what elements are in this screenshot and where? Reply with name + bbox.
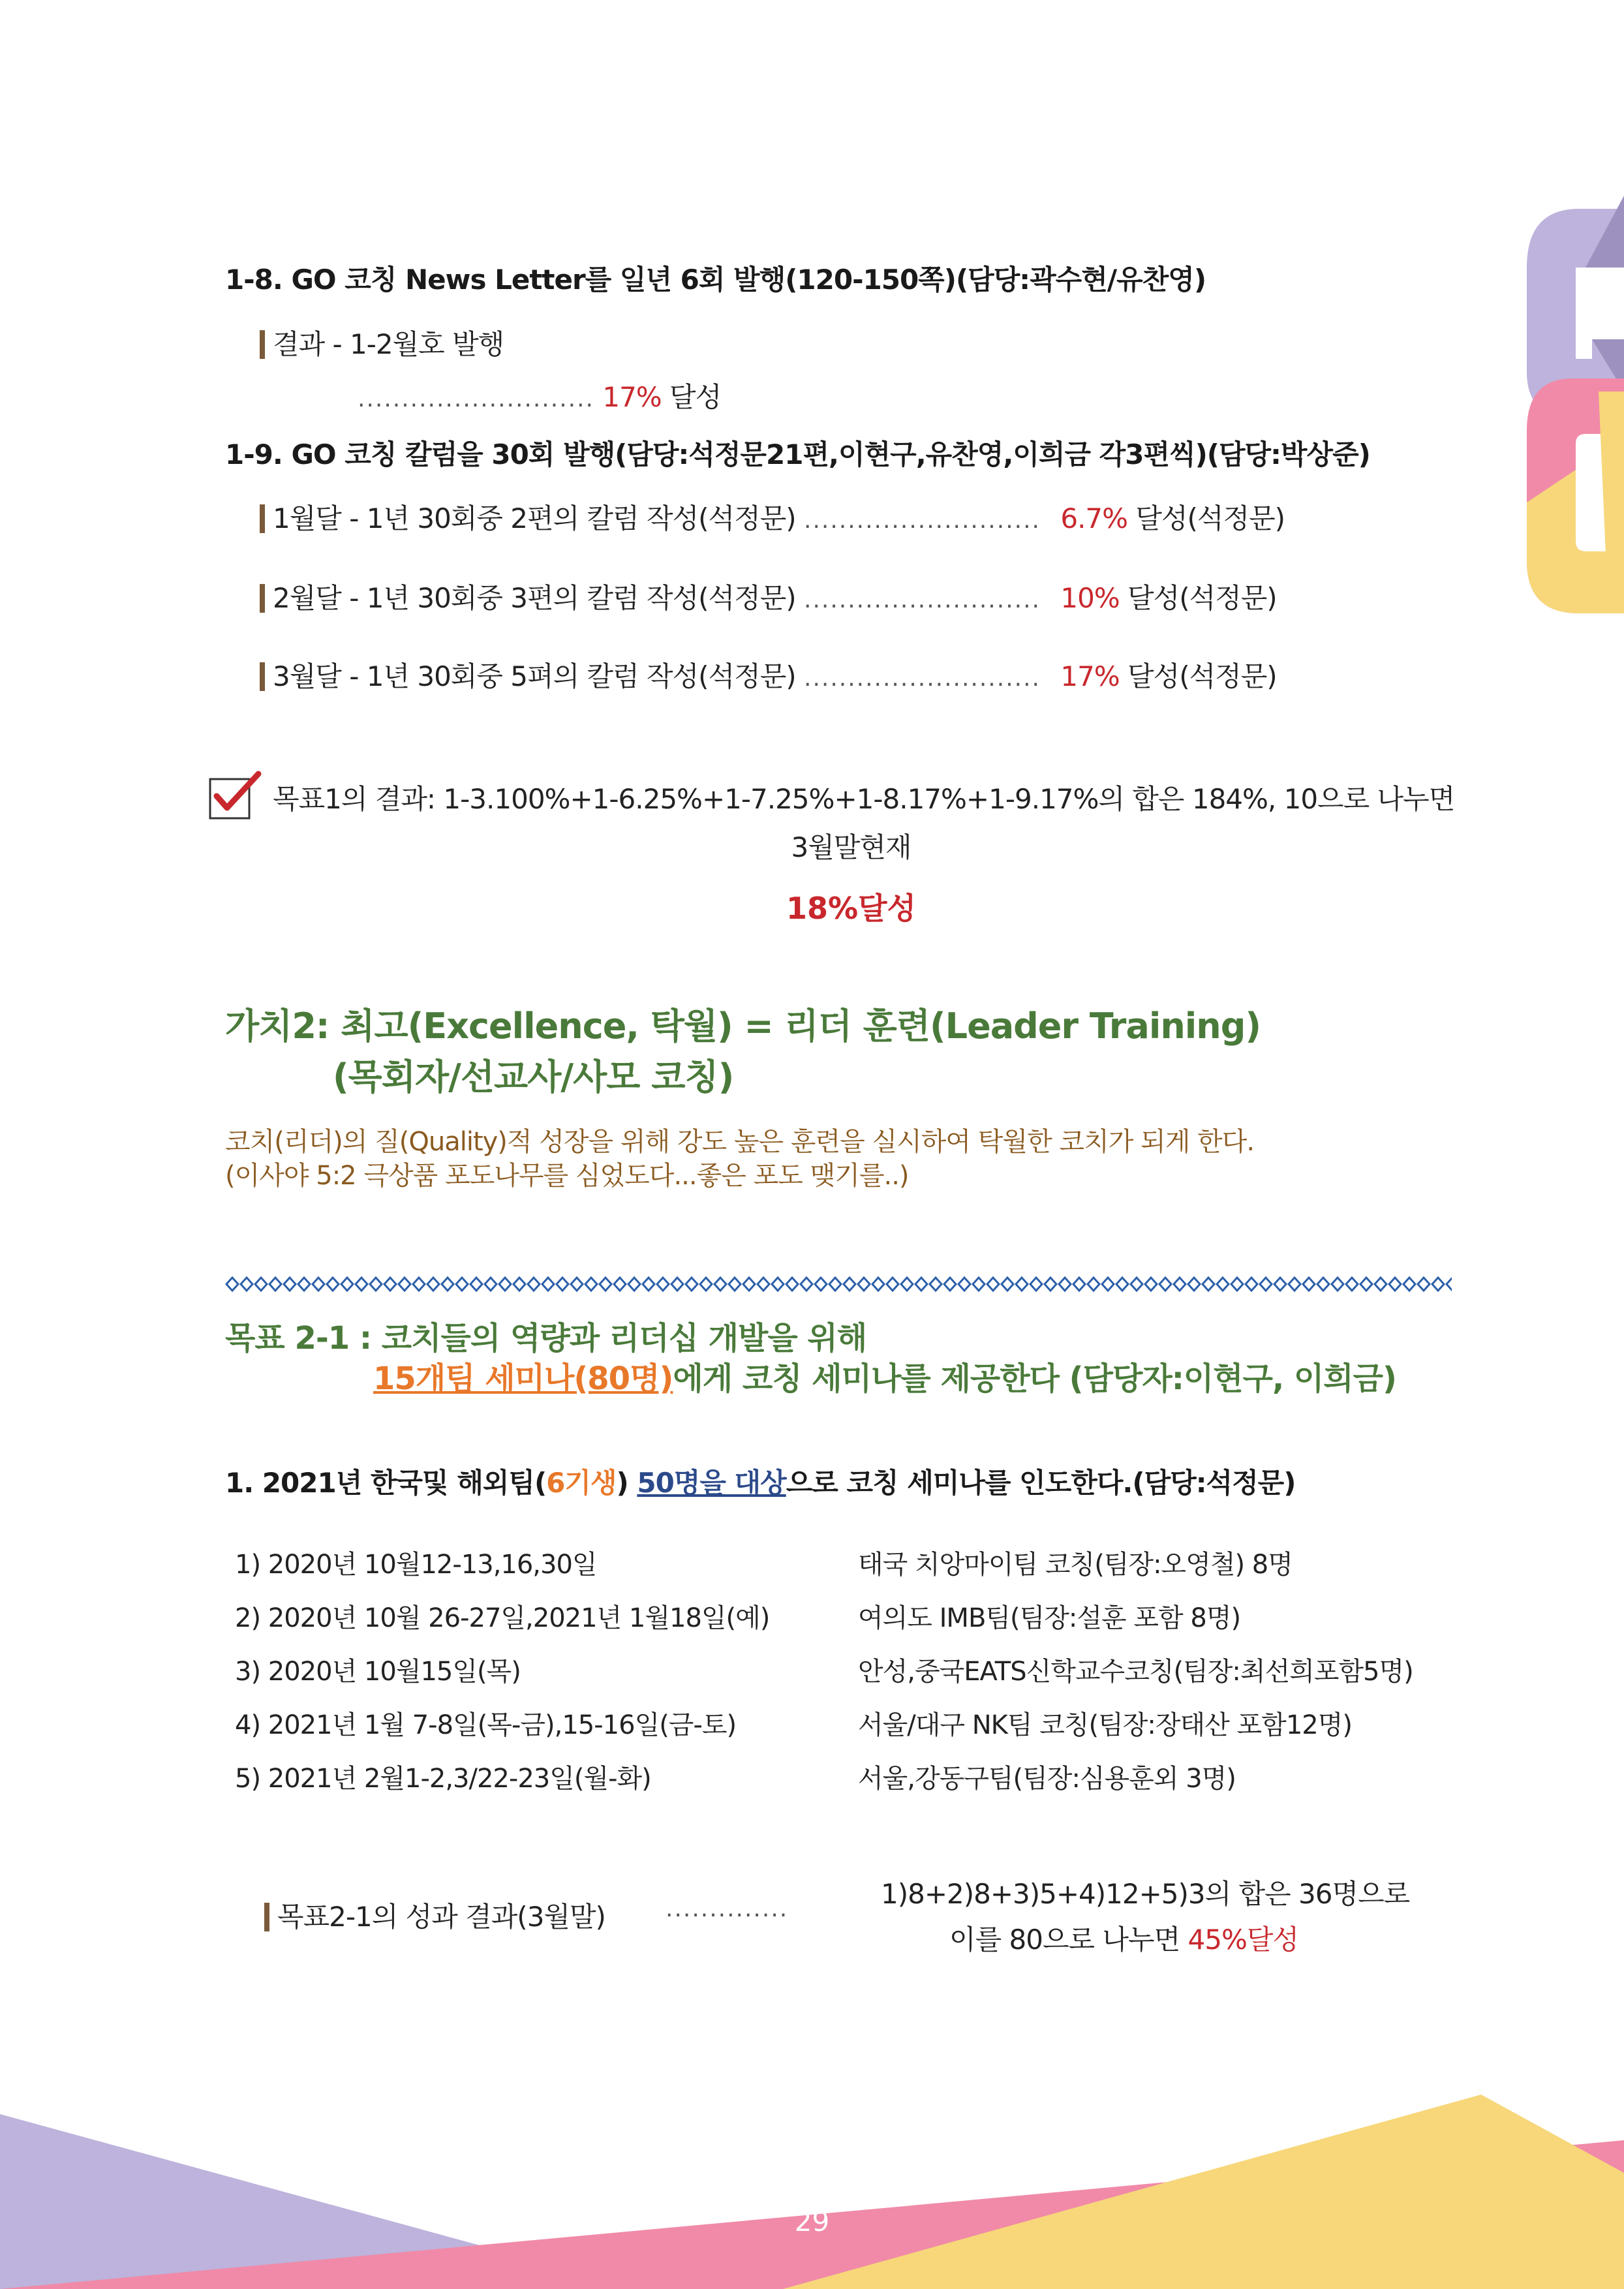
page-number: 29 [794,2205,830,2237]
schedule-date: 2) 2020년 10월 26-27일,2021년 1월18일(예) [235,1603,770,1633]
goal-1-result-text: 목표1의 결과: 1-3.100%+1-6.25%+1-7.25%+1-8.17%+1-9.17%의 합은 184%, 10으로 나누면 [273,783,1455,815]
schedule-team: 서울/대구 NK팀 코칭(팀장:장태산 포함12명) [858,1710,1352,1740]
seminar-heading: 1. 2021년 한국및 해외팀(6기생) 50명을 대상으로 코칭 세미나를 인도한다.(담당:석정문) [225,1467,1296,1499]
section-1-8-result: 결과 - 1-2월호 발행 [260,323,504,362]
column-row-1: 1월달 - 1년 30회중 2편의 칼럼 작성(석정문) [260,497,796,536]
bullet-bar [260,330,265,359]
section-1-8-achievement: ........................... 17% 달성 [358,381,722,413]
go-logo [1501,196,1624,613]
bullet-bar [264,1903,269,1931]
schedule-team: 안성,중국EATS신학교수코칭(팀장:최선희포함5명) [858,1657,1413,1687]
schedule-date: 5) 2021년 2월1-2,3/22-23일(월-화) [235,1764,651,1794]
column-row-3: 3월달 - 1년 30회중 5펴의 칼럼 작성(석정문) [260,655,796,694]
bullet-bar [260,504,265,533]
section-1-9-heading: 1-9. GO 코칭 칼럼을 30회 발행(담당:석정문21편,이현구,유찬영,이희금 각3편씩)(담당:박상준) [225,438,1370,470]
value-2-subtitle: (목회자/선교사/사모 코칭) [333,1056,734,1098]
schedule-team: 서울,강동구팀(팀장:심용훈외 3명) [858,1764,1236,1794]
checkbox-checked-icon [207,770,262,822]
value-2-scripture: (이사야 5:2 극상품 포도나무를 심었도다...좋은 포도 맺기를..) [225,1161,909,1191]
value-2-description: 코치(리더)의 질(Quality)적 성장을 위해 강도 높은 훈련을 실시하여 탁월한 코치가 되게 한다. [225,1127,1255,1157]
footer-decoration [0,2088,1624,2289]
goal-2-1-result-dots: .............. [666,1896,789,1922]
goal-1-result-date: 3월말현재 [791,831,912,863]
column-row-2-achievement: ........................... 10% 달성(석정문) [804,582,1277,614]
schedule-team: 태국 치앙마이팀 코칭(팀장:오영철) 8명 [858,1550,1293,1580]
column-row-2: 2월달 - 1년 30회중 3편의 칼럼 작성(석정문) [260,577,796,616]
bullet-bar [260,662,265,691]
section-1-8-heading: 1-8. GO 코칭 News Letter를 일년 6회 발행(120-150쪽)(담당:곽수현/유찬영) [225,264,1206,296]
schedule-date: 1) 2020년 10월12-13,16,30일 [235,1550,597,1580]
goal-1-achievement: 18%달성 [786,891,916,926]
goal-2-1-heading: 목표 2-1 : 코치들의 역량과 리더십 개발을 위해 [225,1320,867,1357]
goal-2-1-result-sum: 1)8+2)8+3)5+4)12+5)3의 합은 36명으로 [881,1878,1410,1910]
goal-2-1-result-label: 목표2-1의 성과 결과(3월말) [264,1896,605,1935]
goal-2-1-target: 15개팀 세미나(80명)에게 코칭 세미나를 제공한다 (담당자:이현구, 이희금) [373,1360,1396,1397]
column-row-1-achievement: ........................... 6.7% 달성(석정문) [804,502,1285,534]
column-row-3-achievement: ........................... 17% 달성(석정문) [804,660,1277,692]
schedule-date: 3) 2020년 10월15일(목) [235,1657,521,1687]
bullet-bar [260,584,265,613]
goal-2-1-result-pct: 이를 80으로 나누면 45%달성 [949,1924,1298,1956]
value-2-title: 가치2: 최고(Excellence, 탁월) = 리더 훈련(Leader Training) [225,1006,1261,1047]
schedule-date: 4) 2021년 1월 7-8일(목-금),15-16일(금-토) [235,1710,737,1740]
diamond-divider [225,1274,1452,1295]
schedule-team: 여의도 IMB팀(팀장:설훈 포함 8명) [858,1603,1241,1633]
